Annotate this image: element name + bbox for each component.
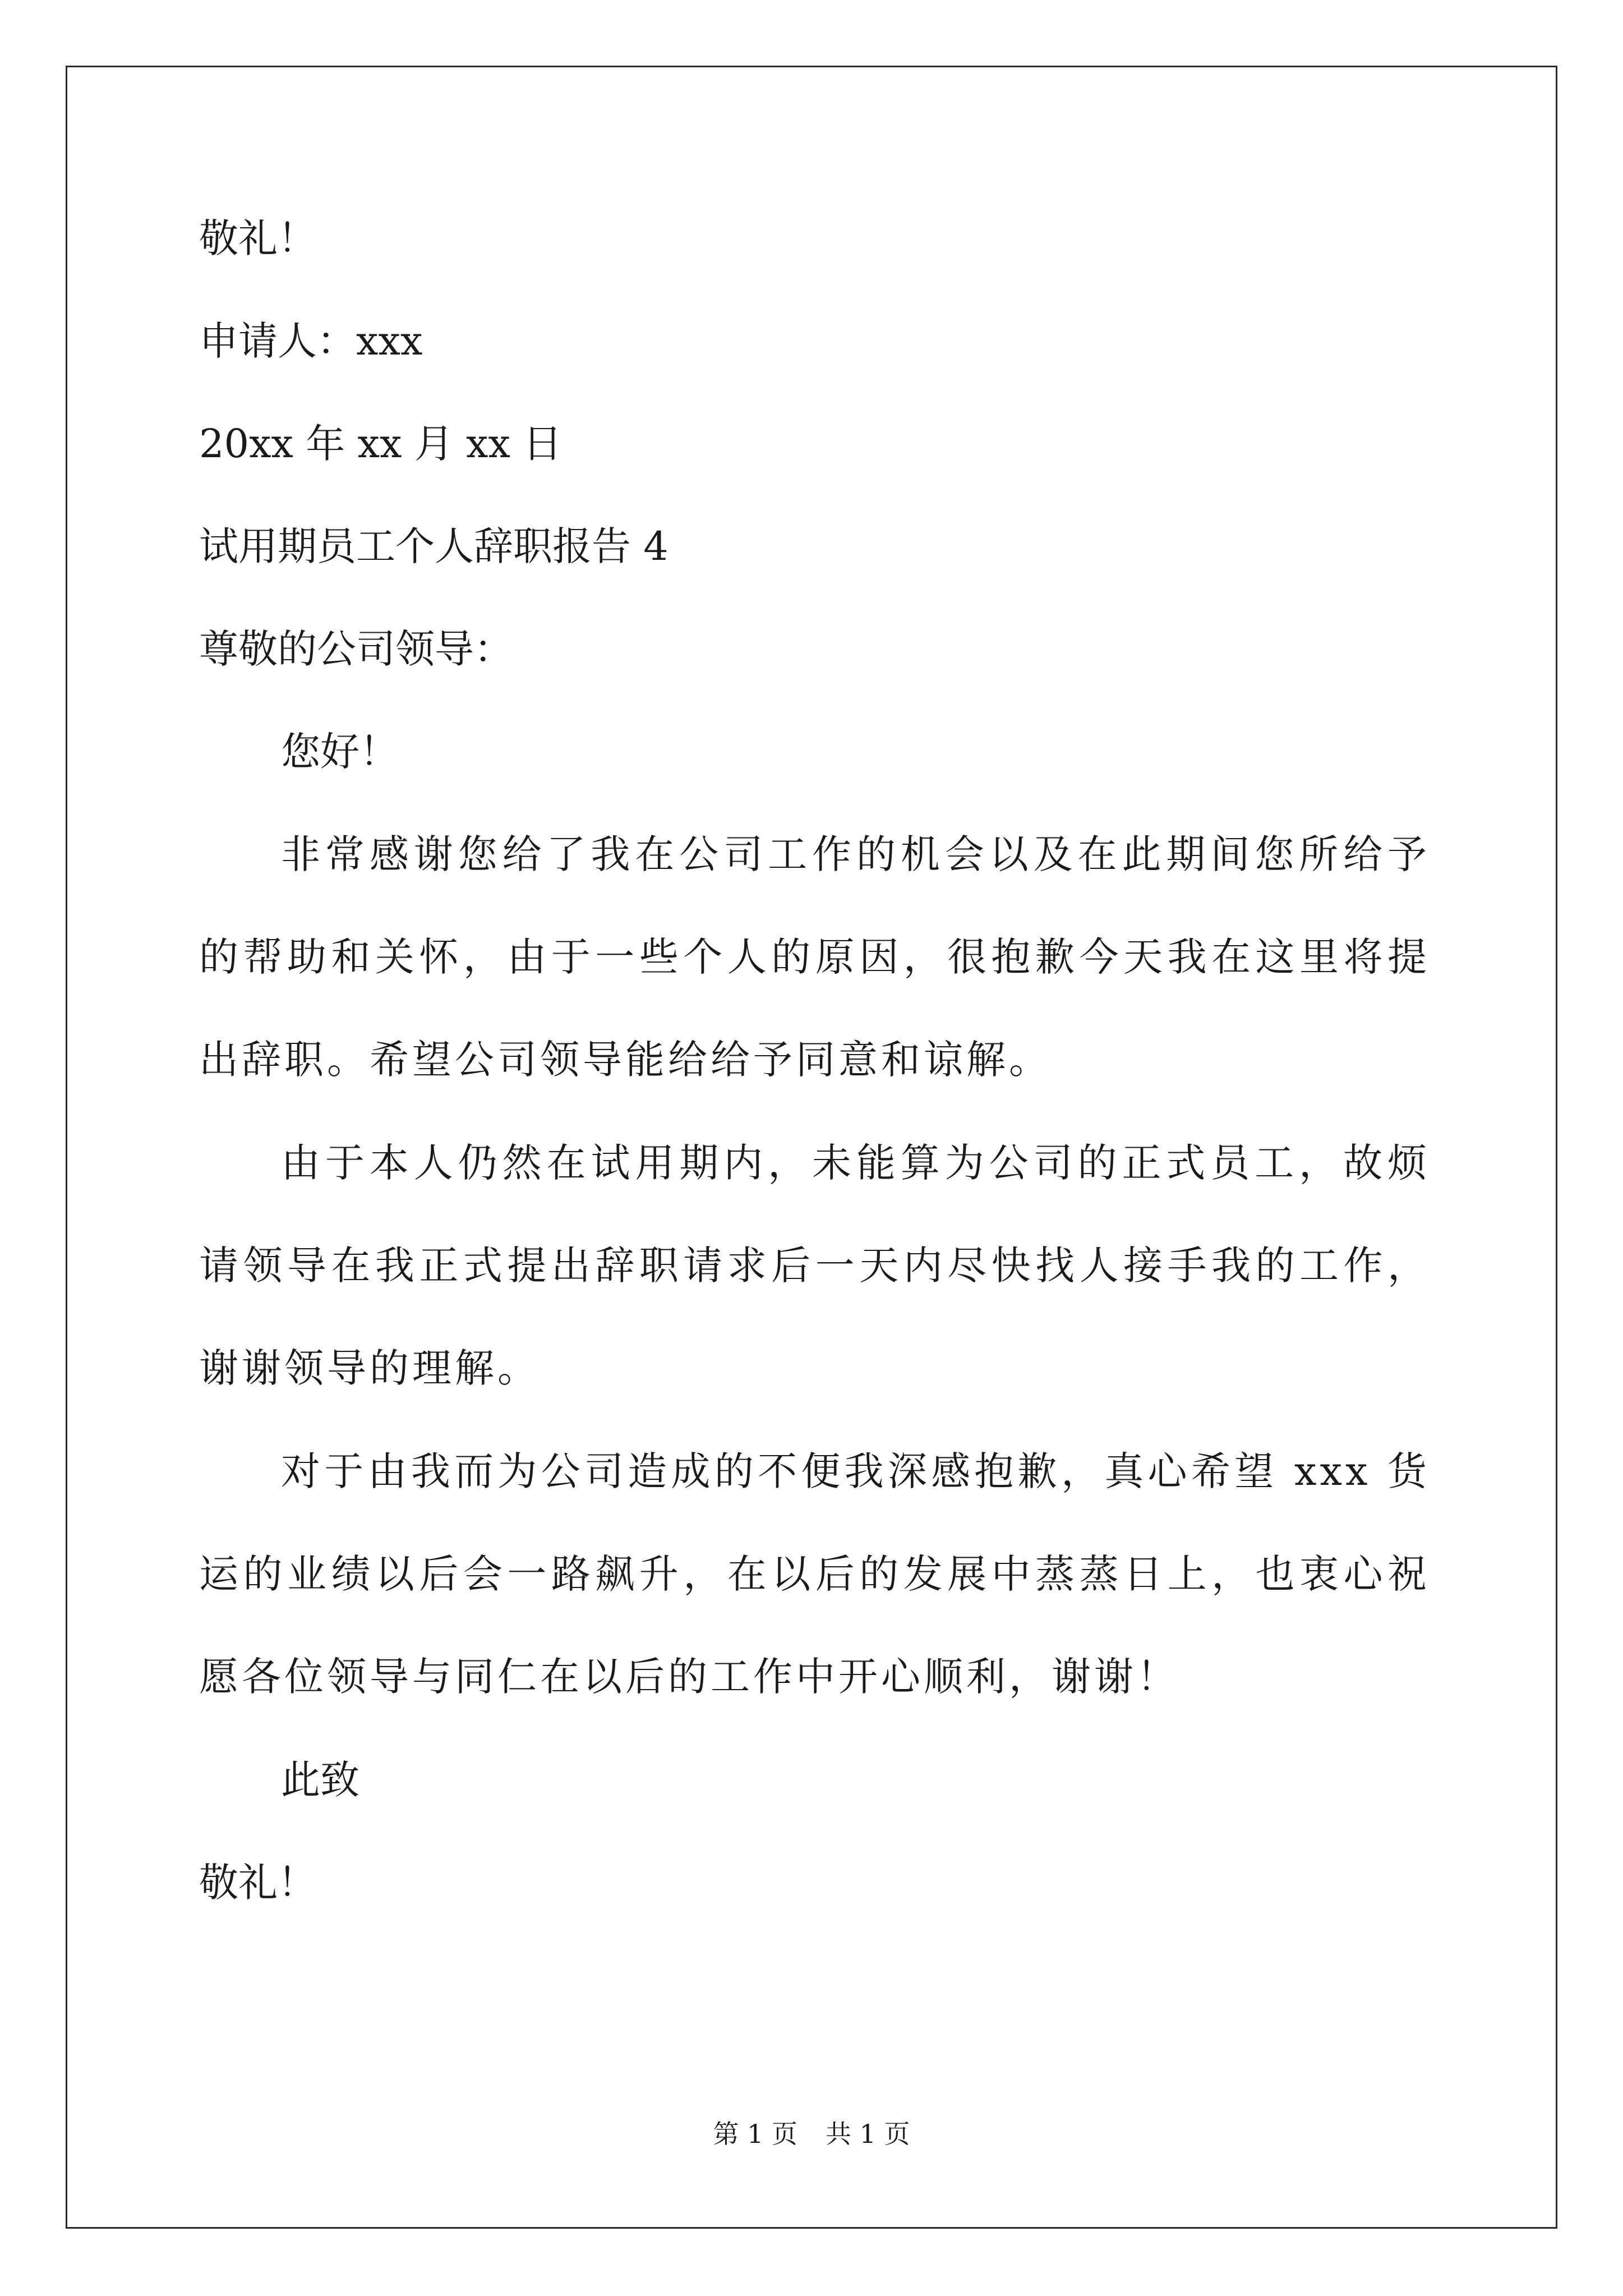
document-body [199,213,1430,1908]
closing-regards: 敬礼！ [199,1860,317,1906]
paragraph-wishes-wrap [199,1420,1430,1728]
document-title: 试用期员工个人辞职报告 4 [199,523,668,569]
paragraph-thanks-wrap [199,803,1430,1111]
paragraph-probation: 由于本人仍然在试用期内，未能算为公司的正式员工，故烦请领导在我正式提出辞职请求后一天内尽快找人接手我的工作，谢谢领导的理解。 [199,1140,1430,1391]
greeting: 您好！ [281,729,399,775]
closing-prefix: 此致 [281,1757,359,1803]
page-total: 共 1 页 [826,2119,910,2149]
closing-regards-top: 敬礼！ [199,215,317,261]
paragraph-wishes: 对于由我而为公司造成的不便我深感抱歉，真心希望 xxx 货运的业绩以后会一路飙升，在以后的发展中蒸蒸日上，也衷心祝愿各位领导与同仁在以后的工作中开心顺利，谢谢！ [199,1448,1430,1700]
page-footer [0,2117,1623,2151]
date-line: 20xx 年 xx 月 xx 日 [199,421,562,467]
paragraph-probation-wrap [199,1112,1430,1420]
paragraph-thanks: 非常感谢您给了我在公司工作的机会以及在此期间您所给予的帮助和关怀，由于一些个人的原因，很抱歉今天我在这里将提出辞职。希望公司领导能给给予同意和谅解。 [199,831,1430,1083]
page-number: 第 1 页 [713,2119,797,2149]
applicant-line: 申请人：xxx [199,318,423,364]
salutation: 尊敬的公司领导： [199,626,513,672]
